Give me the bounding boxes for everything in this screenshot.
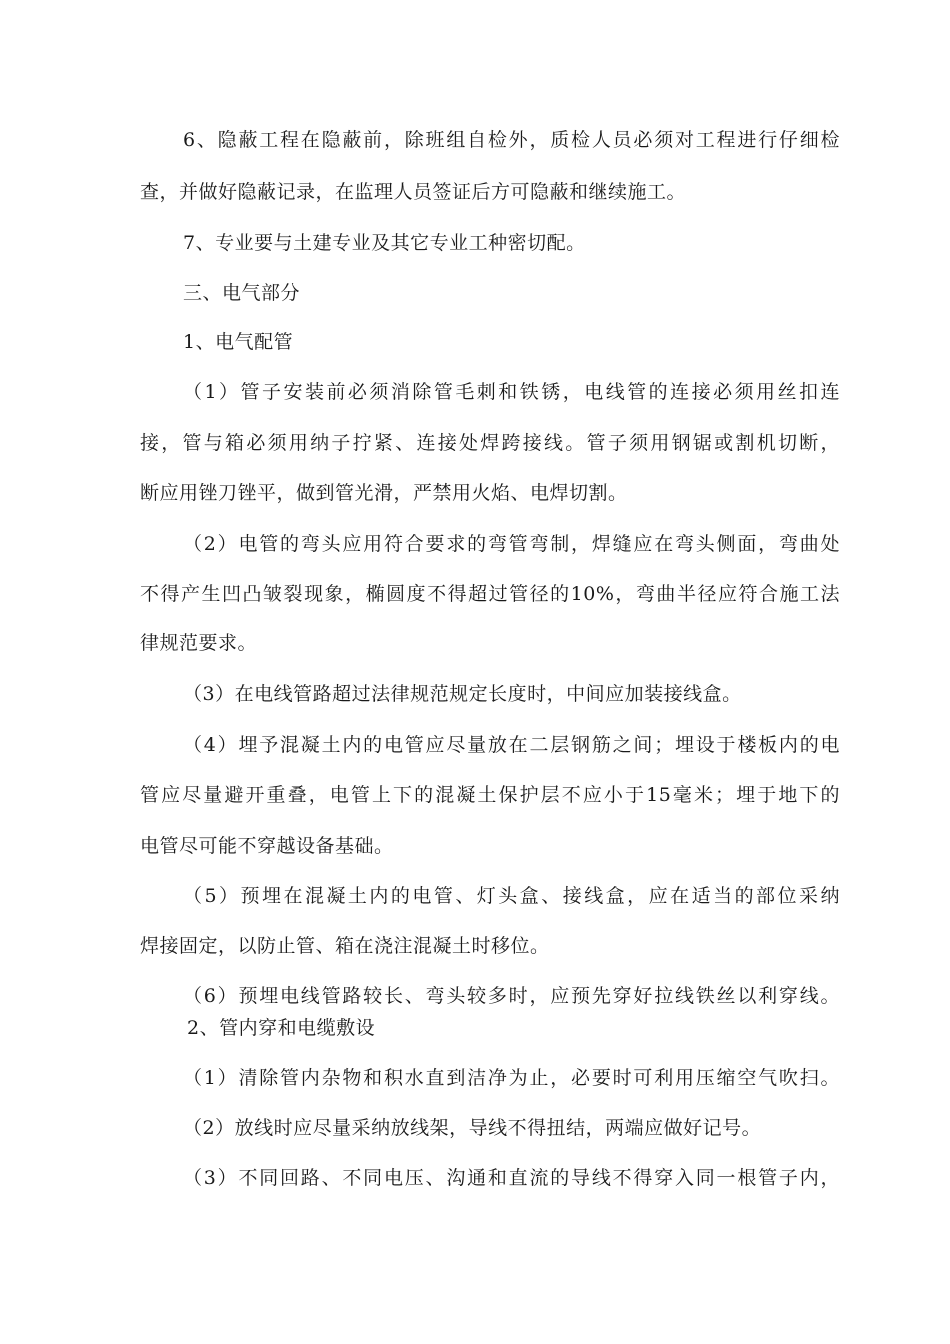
wiring-item-1: （1）清除管内杂物和积水直到洁净为止，必要时可利用压缩空气吹扫。 [183, 1067, 840, 1089]
item-4-line-2: 管应尽量避开重叠，电管上下的混凝土保护层不应小于15毫米；埋于地下的 [140, 784, 840, 806]
paragraph-6-line-2: 查，并做好隐蔽记录，在监理人员签证后方可隐蔽和继续施工。 [140, 181, 687, 203]
item-1-line-3: 断应用锉刀锉平，做到管光滑，严禁用火焰、电焊切割。 [140, 482, 628, 504]
item-1-line-1: （1）管子安装前必须消除管毛刺和铁锈，电线管的连接必须用丝扣连 [183, 381, 840, 403]
paragraph-7: 7、专业要与土建专业及其它专业工种密切配。 [183, 232, 586, 254]
item-2-line-2: 不得产生凹凸皱裂现象，椭圆度不得超过管径的10%，弯曲半径应符合施工法 [140, 583, 840, 605]
paragraph-6-line-1: 6、隐蔽工程在隐蔽前，除班组自检外，质检人员必须对工程进行仔细检 [183, 129, 840, 151]
section-heading-electrical: 三、电气部分 [183, 282, 301, 304]
wiring-item-3-line-1: （3）不同回路、不同电压、沟通和直流的导线不得穿入同一根管子内， [183, 1167, 840, 1189]
subheading-wiring-and-cable: 2、管内穿和电缆敷设 [187, 1017, 376, 1039]
item-4-line-3: 电管尽可能不穿越设备基础。 [140, 835, 394, 857]
item-4-line-1: （4）埋予混凝土内的电管应尽量放在二层钢筋之间；埋设于楼板内的电 [183, 734, 840, 756]
item-2-line-3: 律规范要求。 [140, 632, 258, 654]
item-6: （6）预埋电线管路较长、弯头较多时，应预先穿好拉线铁丝以利穿线。 [183, 985, 840, 1007]
wiring-item-2: （2）放线时应尽量采纳放线架，导线不得扭结，两端应做好记号。 [183, 1117, 762, 1139]
item-5-line-1: （5）预埋在混凝土内的电管、灯头盒、接线盒，应在适当的部位采纳 [183, 885, 840, 907]
item-2-line-1: （2）电管的弯头应用符合要求的弯管弯制，焊缝应在弯头侧面，弯曲处 [183, 533, 840, 555]
item-1-line-2: 接，管与箱必须用纳子拧紧、连接处焊跨接线。管子须用钢锯或割机切断， [140, 432, 840, 454]
subheading-electrical-conduit: 1、电气配管 [183, 331, 294, 353]
item-3: （3）在电线管路超过法律规范规定长度时，中间应加装接线盒。 [183, 683, 742, 705]
item-5-line-2: 焊接固定，以防止管、箱在浇注混凝土时移位。 [140, 935, 550, 957]
